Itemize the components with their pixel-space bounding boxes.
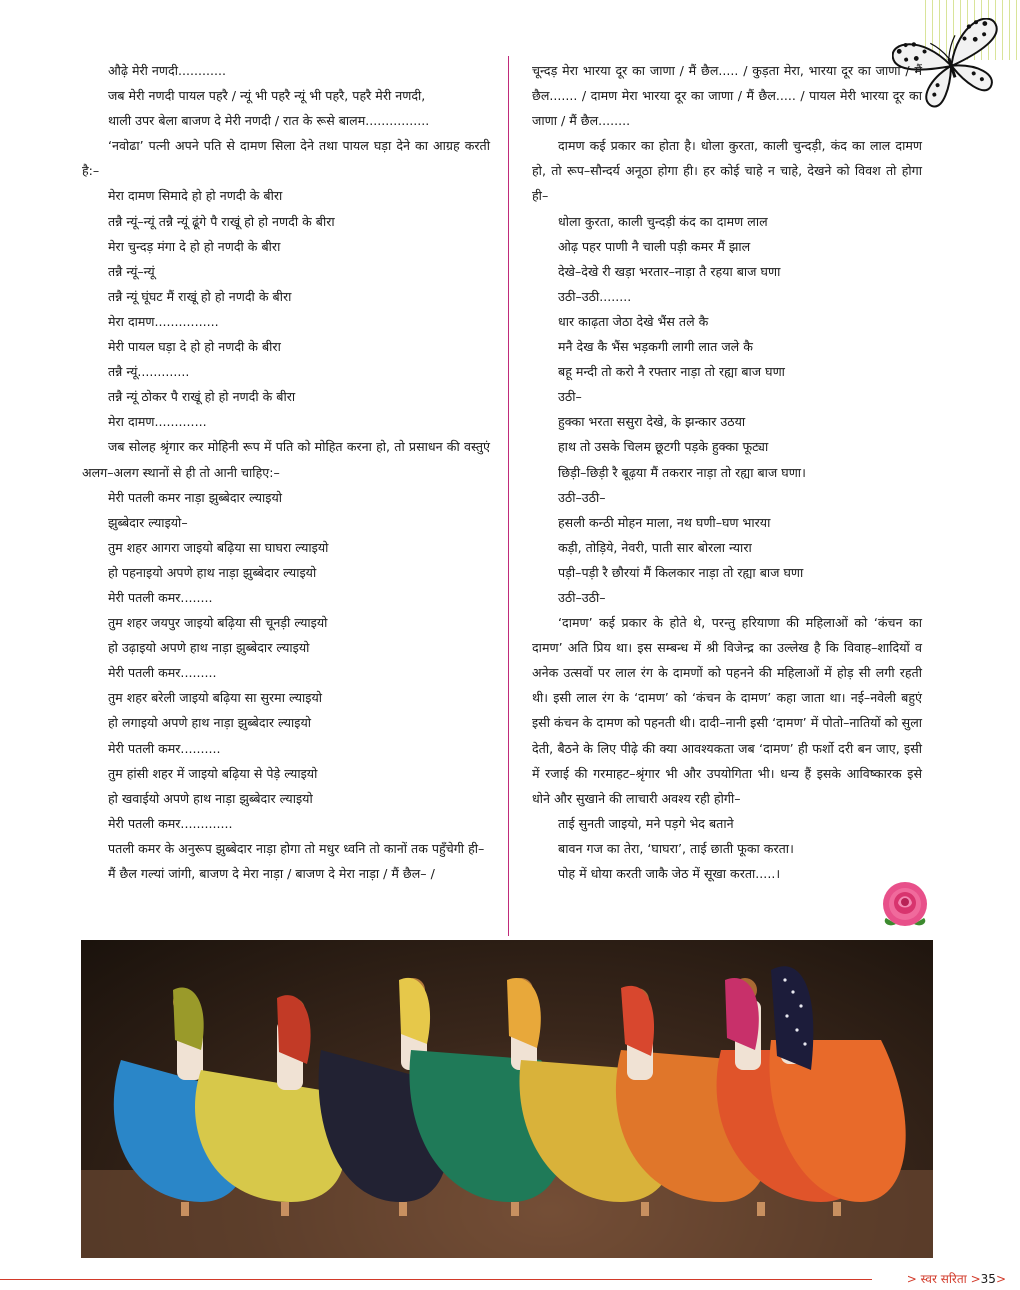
verse-line: छिड़ी–छिड़ी रै बूढ़या मैं तकरार नाड़ा तो रह्या बाज घणा। [558,464,806,480]
dance-photo [81,940,933,1258]
verse-line: बहू मन्दी तो करो नै रफ्तार नाड़ा तो रह्या बाज घणा [558,364,785,380]
footer-prefix: > [906,1272,921,1286]
page-number: 35 [980,1272,996,1286]
verse-line: मेरी पतली कमर.......... [108,740,221,756]
paragraph: दामण कई प्रकार का होता है। धोला कुरता, काली चुन्दड़ी, कंद का लाल दामण हो, तो रूप–सौन्दर्य अनूठा होगा ही। हर कोई चाहे न चाहे, देखने को विवश तो होगा ही– [532,138,922,204]
right-column [532,58,922,886]
column-divider [508,56,509,936]
verse-line: पोह में धोया करती जाकै जेठ में सूखा करता.....। [558,866,781,881]
verse-line: झुब्बेदार ल्याइयो– [108,514,188,530]
paragraph: ‘दामण’ कई प्रकार के होते थे, परन्तु हरियाणा की महिलाओं को ‘कंचन का दामण’ अति प्रिय था। इस सम्बन्ध में श्री विजेन्द्र का उल्लेख है कि विवाह–शादियों व अनेक उत्सवों पर लाल रंग के दामणों को पहनने की महिलाओं में होड़ सी लगी रहती थी। इसी लाल रंग के ‘दामण’ को ‘कंचन के दामण’ कहा जाता था। नई–नवेली बहुएं इसी कंचन के दामण को पहनती थी। दादी–नानी इसी ‘दामण’ में पोतो–नातियों को सुला देती, बैठने के लिए पीढ़े की क्या आवश्यकता जब ‘दामण’ ही फर्शो दरी बन जाए, इसी में रजाई की गरमाहट–श्रृंगार भी और उपयोगिता भी। धन्य हैं इसके आविष्कारक इसे धोने और सुखाने की लाचारी अवश्य रही होगी– [532,615,922,806]
verse-line: तन्नै न्यूं–न्यूं [108,263,155,279]
paragraph: पतली कमर के अनुरूप झुब्बेदार नाड़ा होगा तो मधुर ध्वनि तो कानों तक पहुँचेगी ही– [108,840,485,856]
verse-line: कड़ी, तोड़िये, नेवरी, पाती सार बोरला न्यारा [558,539,752,555]
verse-line: धार काढ़ता जेठा देखे भैंस तले कै [558,313,709,329]
verse-line: हाथ तो उसके चिलम छूटगी पड़के हुक्का फूट्या [558,439,769,455]
verse-line: मेरा दामण................ [108,313,219,329]
verse-line: तन्नै न्यूं–न्यूं तन्नै न्यूं ढूंगे पै राखूं हो हो नणदी के बीरा [108,213,335,229]
verse-line: औढ़े मेरी नणदी............ [108,63,227,78]
verse-line: पड़ी–पड़ी रै छौरयां मैं किलकार नाड़ा तो रह्या बाज घणा [558,564,804,580]
verse-line: उठी–उठी........ [558,288,632,304]
verse-line: तन्नै न्यूं घूंघट मैं राखूं हो हो नणदी के बीरा [108,288,292,304]
verse-line: तुम शहर बरेली जाइयो बढ़िया सा सुरमा ल्याइयो [108,690,323,706]
verse-line: मेरा दामण सिमादे हो हो नणदी के बीरा [108,188,283,204]
verse-line: तुम शहर आगरा जाइयो बढ़िया सा घाघरा ल्याइयो [108,539,329,555]
verse-line: मेरी पतली कमर नाड़ा झुब्बेदार ल्याइयो [108,489,283,505]
footer-label [907,1270,1006,1287]
verse-line: हुक्का भरता ससुरा देखे, के झन्कार उठया [558,414,746,430]
verse-line: तुम शहर जयपुर जाइयो बढ़िया सी चूनड़ी ल्याइयो [108,615,328,631]
verse-line: उठी– [558,389,582,405]
verse-line: मेरा दामण............. [108,414,207,430]
footer-rule [0,1279,872,1280]
verse-line: तन्नै न्यूं............. [108,364,190,380]
magazine-title: स्वर सरिता [920,1272,967,1286]
left-column [82,58,490,886]
verse-line: हो खवाईयो अपणे हाथ नाड़ा झुब्बेदार ल्याइयो [108,790,313,806]
paragraph: जब सोलह श्रृंगार कर मोहिनी रूप में पति को मोहित करना हो, तो प्रसाधन की वस्तुएं अलग–अलग स्थानों से ही तो आनी चाहिए:– [82,439,490,480]
footer-separator: > [966,1272,981,1286]
verse-line: मेरी पायल घड़ा दे हो हो नणदी के बीरा [108,339,281,355]
footer-suffix: > [995,1272,1006,1286]
verse-line: मनै देख कै भैंस भड़कगी लागी लात जले कै [558,339,753,355]
verse-line: हो पहनाइयो अपणे हाथ नाड़ा झुब्बेदार ल्याइयो [108,564,317,580]
verse-line: बावन गज का तेरा, ‘घाघरा’, ताई छाती फूका करता। [558,840,794,856]
verse-line: तुम हांसी शहर में जाइयो बढ़िया से पेड़े ल्याइयो [108,765,318,781]
verse-line: ओढ़ पहर पाणी नै चाली पड़ी कमर मैं झाल [558,238,751,254]
verse-line: हो लगाइयो अपणे हाथ नाड़ा झुब्बेदार ल्याइयो [108,715,312,731]
verse-line: जब मेरी नणदी पायल पहरै / न्यूं भी पहरै न्यूं भी पहरै, पहरै मेरी नणदी, [108,88,426,104]
verse-line: मेरी पतली कमर............. [108,815,233,831]
paragraph: चून्दड़ मेरा भारया दूर का जाणा / मैं छैल..... / कुड़ता मेरा, भारया दूर का जाणा / मैं छैल....... / दामण मेरा भारया दूर का जाणा / मैं छैल..... / पायल मेरी भारया दूर का जाणा / मैं छैल........ [532,63,922,129]
verse-line: मेरी पतली कमर......... [108,665,217,681]
verse-line: मेरी पतली कमर........ [108,589,213,605]
rose-icon [878,878,932,930]
verse-line: मैं छैल गल्यां जांगी, बाजण दे मेरा नाड़ा / बाजण दे मेरा नाड़ा / मैं छैल– / [108,866,435,881]
verse-line: मेरा चुन्दड़ मंगा दे हो हो नणदी के बीरा [108,238,281,254]
verse-line: धोला कुरता, काली चुन्दड़ी कंद का दामण लाल [558,213,768,229]
verse-line: उठी–उठी– [558,489,606,505]
verse-line: थाली उपर बेला बाजण दे मेरी नणदी / रात के रूसे बालम................ [108,113,430,129]
paragraph: ‘नवोढा’ पत्नी अपने पति से दामण सिला देने तथा पायल घड़ा देने का आग्रह करती है:– [82,138,490,179]
verse-line: हो उढ़ाइयो अपणे हाथ नाड़ा झुब्बेदार ल्याइयो [108,640,310,656]
verse-line: देखे–देखे री खड़ा भरतार–नाड़ा तै रहया बाज घणा [558,263,781,279]
verse-line: हसली कन्ठी मोहन माला, नथ घणी–घण भारया [558,514,771,530]
verse-line: ताई सुनती जाइयो, मने पड़गे भेद बताने [558,815,734,831]
page-footer [0,1270,1020,1290]
verse-line: तन्नै न्यूं ठोकर पै राखूं हो हो नणदी के बीरा [108,389,296,405]
verse-line: उठी–उठी– [558,589,606,605]
